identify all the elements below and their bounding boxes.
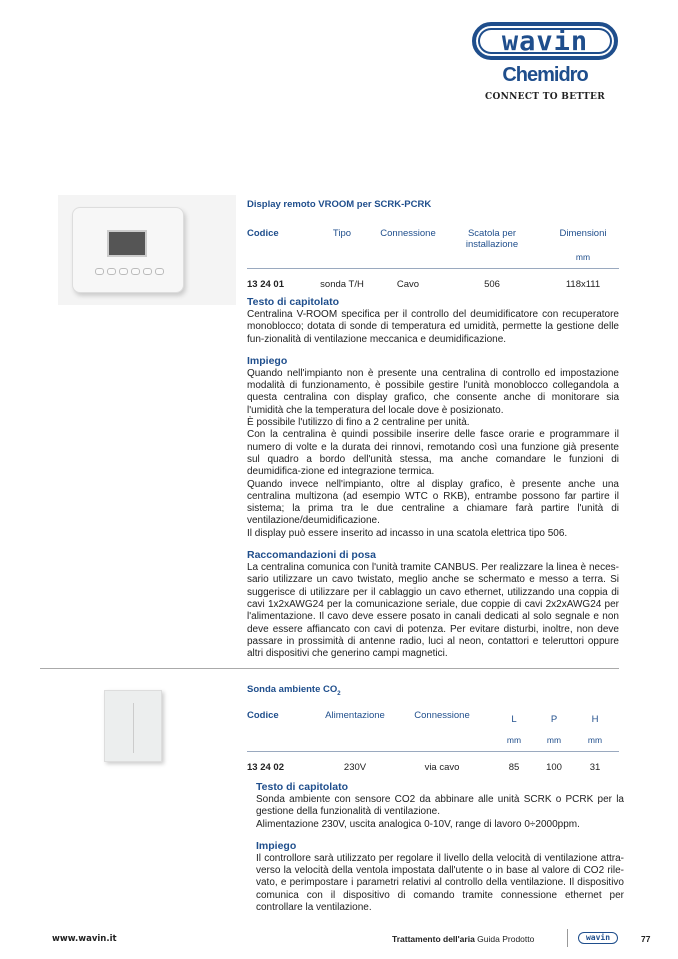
heading-raccomandazioni: Raccomandazioni di posa xyxy=(247,549,376,562)
col-l: L xyxy=(511,714,517,725)
footer-title xyxy=(392,934,534,944)
heading-impiego: Impiego xyxy=(256,839,297,852)
cell-codice: 13 24 01 xyxy=(247,279,284,290)
table-row xyxy=(247,762,619,776)
col-p: P xyxy=(550,714,558,725)
table-rule xyxy=(247,751,619,752)
unit-mm: mm xyxy=(546,735,562,745)
section2-title xyxy=(247,684,341,697)
cell-l: 85 xyxy=(508,762,520,773)
logo-text: wavin xyxy=(501,25,589,57)
cell-alimentazione: 230V xyxy=(343,762,367,773)
paragraph: Il display può essere inserito ad incasso in una scatola elettrica tipo 506. xyxy=(247,527,568,539)
col-scatola: Scatola per installazione xyxy=(465,228,519,250)
cell-h: 31 xyxy=(589,762,601,773)
paragraph: Sonda ambiente con sensore CO2 da abbinare alle unità SCRK o PCRK per la gestione della funzionalità di ventilazione. xyxy=(256,794,624,818)
unit-mm: mm xyxy=(506,735,522,745)
device-screen xyxy=(107,230,147,257)
paragraph: Centralina V-ROOM specifica per il controllo del deumidificatore con recuperatore monoblocco; dotata di sonde di temperatura ed umidità, permette la gestione delle fun-zionalità di ventilazione meccanica e deumidificazione. xyxy=(247,309,619,345)
footer-guide: Guida Prodotto xyxy=(477,934,535,944)
co2-sensor-image xyxy=(104,690,162,762)
section2-body xyxy=(256,781,624,914)
table-rule xyxy=(247,268,619,269)
unit-mm: mm xyxy=(575,252,591,262)
paragraph: Il controllore sarà utilizzato per regolare il livello della velocità di ventilazione attra-verso la velocità della ventola impostata dall'utente o in base al valore di CO2 rile-vato, e perimpostare i parametri relativi al controllo della ventilazione. Il dispositivo comunica con il dispositivo di comando tramite connessione ethernet per controllare la ventilazione. xyxy=(256,852,624,914)
unit-mm: mm xyxy=(587,735,603,745)
footer-wavin-logo: wavin xyxy=(578,932,618,944)
col-alimentazione: Alimentazione xyxy=(325,710,385,721)
col-dimensioni: Dimensioni xyxy=(559,228,607,239)
cell-p: 100 xyxy=(546,762,562,773)
table-row xyxy=(247,279,619,293)
paragraph: La centralina comunica con l'unità tramite CANBUS. Per realizzare la linea è neces-sario utilizzare un cavo twistato, meglio anche se schermato e messo a terra. Si suggerisce di utilizzare per il cablaggio un cavo ethernet, utilizzando una coppia di cavi 1x2xAWG24 per la comunicazione seriale, due coppie di cavi 2x2xAWG24 per l'alimentazione. Il cavo deve essere posato in canali dedicati al solo segnale e non deve essere affiancato con cavi di potenza. Per evitare disturbi, inoltre, non deve passare in prossimità di antenne radio, luci al neon, contattori e teleruttori oppure altri dispositivi che generino campi magnetici. xyxy=(247,562,619,660)
paragraph: Alimentazione 230V, uscita analogica 0-10V, range di lavoro 0÷2000ppm. xyxy=(256,818,580,830)
device-body xyxy=(72,207,184,293)
cell-codice: 13 24 02 xyxy=(247,762,284,773)
heading-testo: Testo di capitolato xyxy=(256,781,348,793)
heading-testo: Testo di capitolato xyxy=(247,296,339,308)
title-text: Sonda ambiente CO xyxy=(247,684,338,695)
cell-connessione: Cavo xyxy=(396,279,420,290)
section1-title: Display remoto VROOM per SCRK-PCRK xyxy=(247,199,432,210)
wavin-logo xyxy=(472,22,618,60)
cell-tipo: sonda T/H xyxy=(320,279,364,290)
footer-url[interactable]: www.wavin.it xyxy=(52,934,117,944)
col-connessione: Connessione xyxy=(380,228,436,239)
tagline: CONNECT TO BETTER xyxy=(485,92,605,102)
section2-table-header xyxy=(247,710,619,750)
cell-scatola: 506 xyxy=(484,279,500,290)
paragraph: È possibile l'utilizzo di fino a 2 centraline per unità. xyxy=(247,417,470,429)
device-buttons xyxy=(95,268,164,275)
page-number: 77 xyxy=(641,934,651,944)
footer-section: Trattamento dell'aria xyxy=(392,934,475,944)
col-codice: Codice xyxy=(247,228,279,239)
cell-connessione: via cavo xyxy=(424,762,460,773)
paragraph: Quando nell'impianto non è presente una centralina di controllo ed impostazione modalità di funzionamento, è possibile gestire l'unità monoblocco collegandola a questa centralina con display grafico, che consente anche di monitorare sia l'umidità che la temperatura del locale dove è posizionato. xyxy=(247,367,619,416)
title-subscript: 2 xyxy=(337,690,341,697)
col-connessione: Connessione xyxy=(414,710,470,721)
paragraph: Quando invece nell'impianto, oltre al display grafico, è presente anche una centralina multizona (ad esempio WTC o RKB), entrambe possono far partire il sistema; la prima tra le due centraline a chiamare farà partire l'unità di ventilazione/deumidificazione. xyxy=(247,478,619,527)
footer-divider xyxy=(567,929,568,947)
col-codice: Codice xyxy=(247,710,279,721)
heading-impiego: Impiego xyxy=(247,354,288,367)
col-h: H xyxy=(591,714,599,725)
section1-table-header xyxy=(247,228,619,268)
section1-body xyxy=(247,296,619,660)
paragraph: Con la centralina è quindi possibile inserire delle fasce orarie e programmare il numero di volte e la durata dei rinnovi, remotando così una funzione già presente sul quadro a bordo dell'unità stessa, ma anche comandare le funzioni di deumidifica-zione ed integrazione termica. xyxy=(247,429,619,478)
col-tipo: Tipo xyxy=(332,228,352,239)
chemidro-logo: Chemidro xyxy=(502,64,588,86)
vroom-display-image xyxy=(58,195,236,305)
cell-dimensioni: 118x111 xyxy=(565,279,601,290)
section-divider xyxy=(40,668,619,669)
